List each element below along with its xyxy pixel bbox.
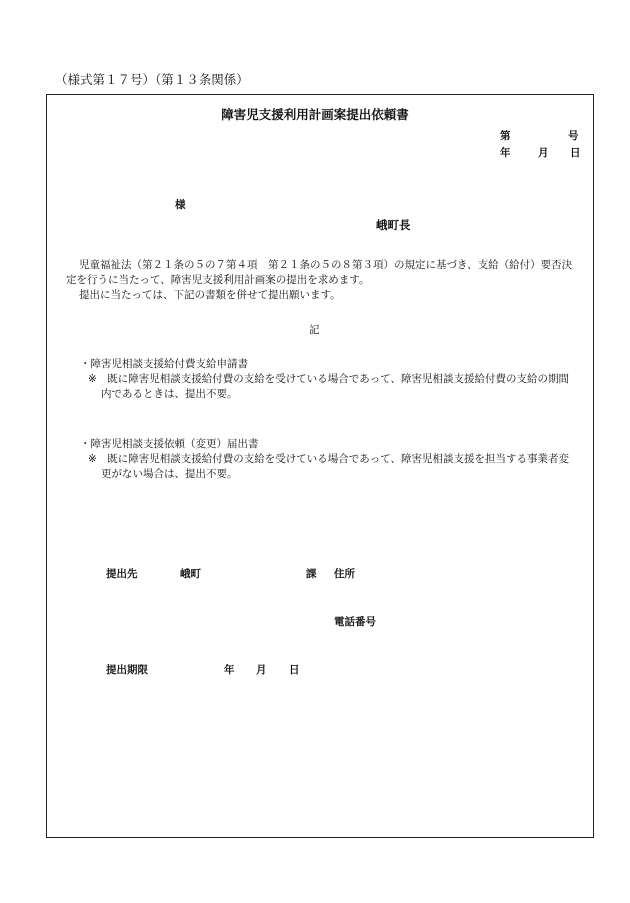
body-paragraph (66, 258, 588, 303)
submission-town: 峨町 (180, 568, 201, 580)
date-hi: 日 (570, 147, 581, 159)
item-2-note-line-2: 更がない場合は、提出不要。 (101, 468, 238, 480)
body-line-3: 提出に当たっては、下記の書類を併せて提出願います。 (79, 289, 341, 301)
addressee-sama: 様 (175, 199, 186, 211)
submission-ka: 課 (306, 568, 317, 580)
deadline-hi: 日 (289, 664, 300, 676)
item-1-note (88, 372, 601, 402)
doc-no-gou: 号 (568, 130, 579, 142)
doc-no-dai: 第 (500, 130, 511, 142)
deadline-tsuki: 月 (256, 664, 267, 676)
body-line-1: 児童福祉法（第２１条の５の７第４項 第２１条の５の８第３項）の規定に基づき、支給（給付）要否決 (79, 259, 573, 271)
item-1-note-line-2: 内であるときは、提出不要。 (101, 388, 238, 400)
item-2-note (88, 452, 601, 482)
item-2-note-line-1: ※ 既に障害児相談支援給付費の支給を受けている場合であって、障害児相談支援を担当する事業者変 (88, 453, 569, 465)
deadline-label: 提出期限 (106, 664, 148, 676)
body-line-2: 定を行うに当たって、障害児支援利用計画案の提出を求めます。 (66, 274, 370, 286)
sender: 峨町長 (376, 218, 411, 232)
submission-address: 住所 (334, 568, 355, 580)
item-1-note-line-1: ※ 既に障害児相談支援給付費の支給を受けている場合であって、障害児相談支援給付費の支給の期間 (88, 373, 569, 385)
ki-heading: 記 (309, 324, 320, 336)
item-1-heading: ・障害児相談支援給付費支給申請書 (80, 358, 248, 370)
date-tsuki: 月 (538, 147, 549, 159)
item-2-heading: ・障害児相談支援依頼（変更）届出書 (80, 438, 259, 450)
document-title: 障害児支援利用計画案提出依頼書 (221, 107, 409, 122)
form-number: （様式第１７号）（第１３条関係） (55, 72, 249, 87)
date-nen: 年 (500, 147, 511, 159)
submission-label: 提出先 (106, 568, 138, 580)
deadline-nen: 年 (224, 664, 235, 676)
submission-phone: 電話番号 (334, 616, 376, 628)
